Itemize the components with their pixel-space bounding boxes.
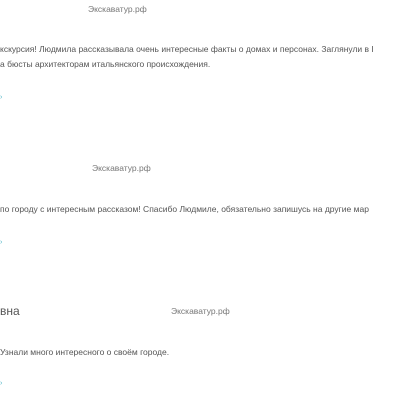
review-link[interactable]: › [0, 95, 3, 101]
reviewer-name: вна [0, 304, 20, 318]
review-text: Узнали много интересного о своём городе. [0, 347, 170, 357]
review-link[interactable]: › [0, 381, 3, 387]
review-text: по городу с интересным рассказом! Спасибо Людмиле, обязательно запишусь на другие мар [0, 204, 369, 214]
review-link[interactable]: › [0, 240, 3, 246]
review-text: а бюсты архитекторам итальянского происхождения. [0, 59, 211, 69]
watermark: Экскаватур.рф [171, 306, 230, 316]
watermark: Экскаватур.рф [88, 4, 147, 14]
review-text: кскурсия! Людмила рассказывала очень интересные факты о домах и персонах. Заглянули в I [0, 44, 374, 54]
watermark: Экскаватур.рф [92, 163, 151, 173]
